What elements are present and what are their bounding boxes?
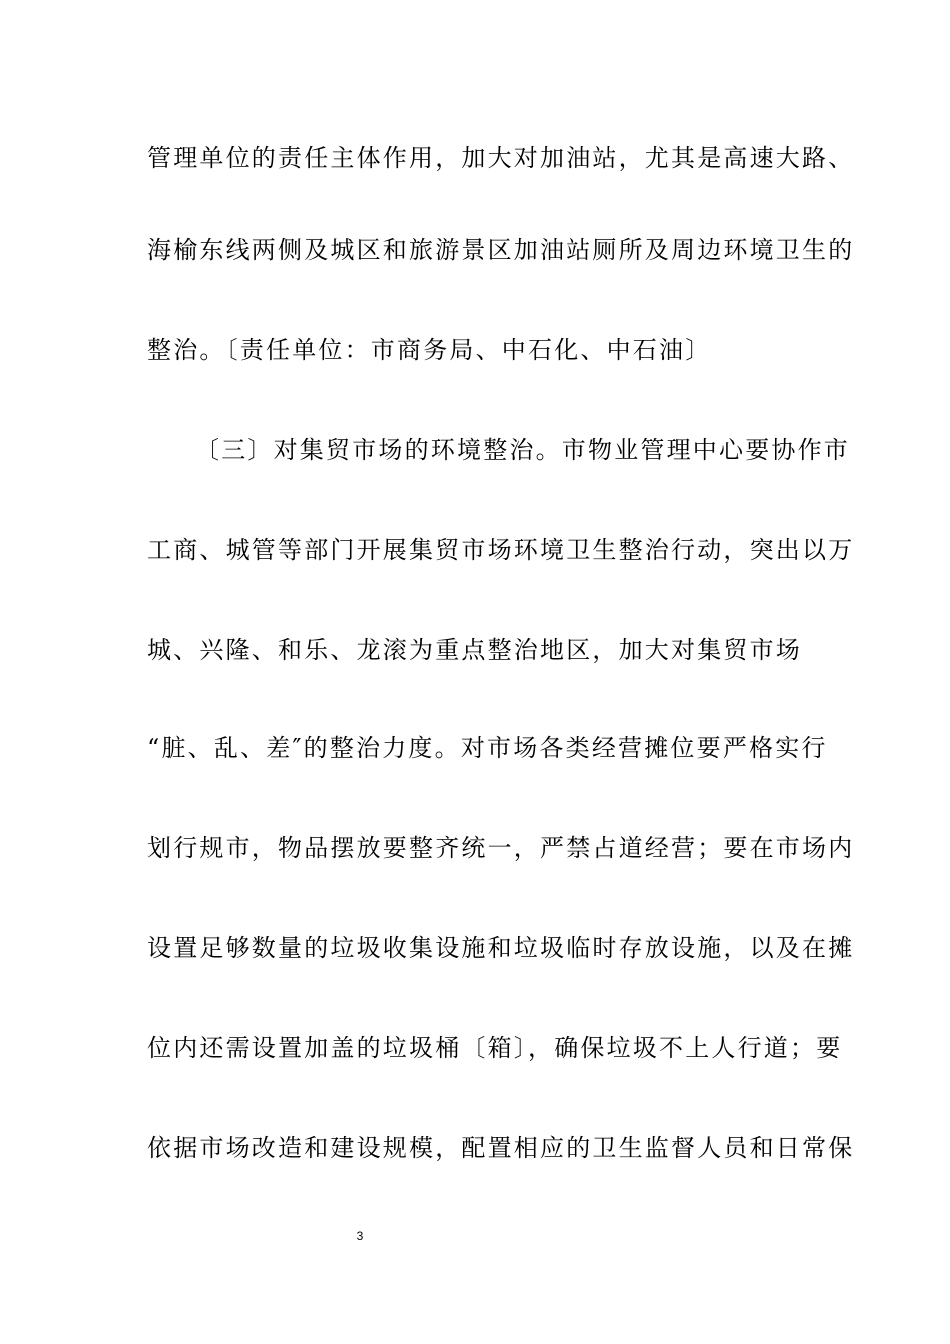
text-line: 工商、城管等部门开展集贸市场环境卫生整治行动，突出以万: [147, 536, 855, 564]
text-line: 依据市场改造和建设规模，配置相应的卫生监督人员和日常保: [147, 1134, 855, 1162]
text-line: 位内还需设置加盖的垃圾桶〔箱〕，确保垃圾不上人行道；要: [147, 1034, 843, 1062]
text-line: 管理单位的责任主体作用，加大对加油站，尤其是高速大路、: [147, 144, 855, 172]
text-line: 设置足够数量的垃圾收集设施和垃圾临时存放设施，以及在摊: [147, 934, 855, 962]
text-line: 海榆东线两侧及城区和旅游景区加油站厕所及周边环境卫生的: [147, 236, 855, 264]
page-number: 3: [356, 1229, 364, 1243]
text-line: “脏、乱、差″的整治力度。对市场各类经营摊位要严格实行: [147, 734, 828, 762]
section-heading-line: 〔三〕对集贸市场的环境整治。市物业管理中心要协作市: [195, 436, 850, 464]
text-line: 划行规市，物品摆放要整齐统一，严禁占道经营；要在市场内: [147, 834, 855, 862]
text-line: 城、兴隆、和乐、龙滚为重点整治地区，加大对集贸市场: [147, 636, 802, 664]
text-line: 整治。〔责任单位：市商务局、中石化、中石油〕: [147, 336, 712, 364]
